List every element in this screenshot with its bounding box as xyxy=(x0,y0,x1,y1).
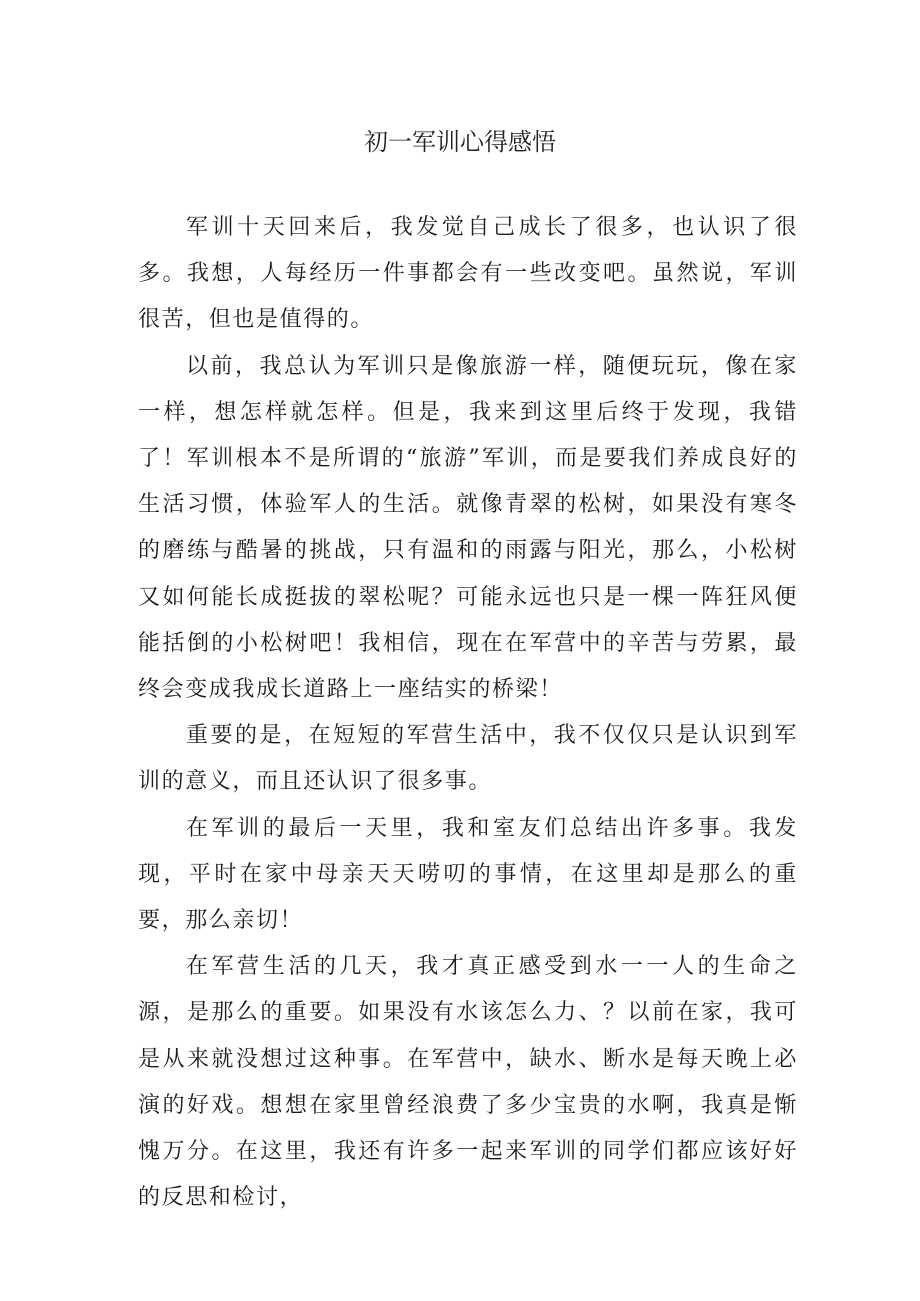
document-body xyxy=(138,205,798,1221)
paragraph-3: 重要的是，在短短的军营生活中，我不仅仅只是认识到军训的意义，而且还认识了很多事。 xyxy=(138,723,798,795)
paragraph-2: 以前，我总认为军训只是像旅游一样，随便玩玩，像在家一样，想怎样就怎样。但是，我来到这里后终于发现，我错了！军训根本不是所谓的“旅游”军训，而是要我们养成良好的生活习惯，体验军人的生活。就像青翠的松树，如果没有寒冬的磨练与酷暑的挑战，只有温和的雨露与阳光，那么，小松树又如何能长成挺拔的翠松呢？可能永远也只是一棵一阵狂风便能括倒的小松树吧！我相信，现在在军营中的辛苦与劳累，最终会变成我成长道路上一座结实的桥梁！ xyxy=(138,353,798,703)
paragraph-5: 在军营生活的几天，我才真正感受到水一一人的生命之源，是那么的重要。如果没有水该怎么力、？以前在家，我可是从来就没想过这种事。在军营中，缺水、断水是每天晚上必演的好戏。想想在家里曾经浪费了多少宝贵的水啊，我真是惭愧万分。在这里，我还有许多一起来军训的同学们都应该好好的反思和检讨， xyxy=(138,954,798,1211)
paragraph-1: 军训十天回来后，我发觉自己成长了很多，也认识了很多。我想，人每经历一件事都会有一些改变吧。虽然说，军训很苦，但也是值得的。 xyxy=(138,215,798,333)
paragraph-4: 在军训的最后一天里，我和室友们总结出许多事。我发现，平时在家中母亲天天唠叨的事情，在这里却是那么的重要，那么亲切！ xyxy=(138,815,798,934)
document-title: 初一军训心得感悟 xyxy=(364,128,556,156)
